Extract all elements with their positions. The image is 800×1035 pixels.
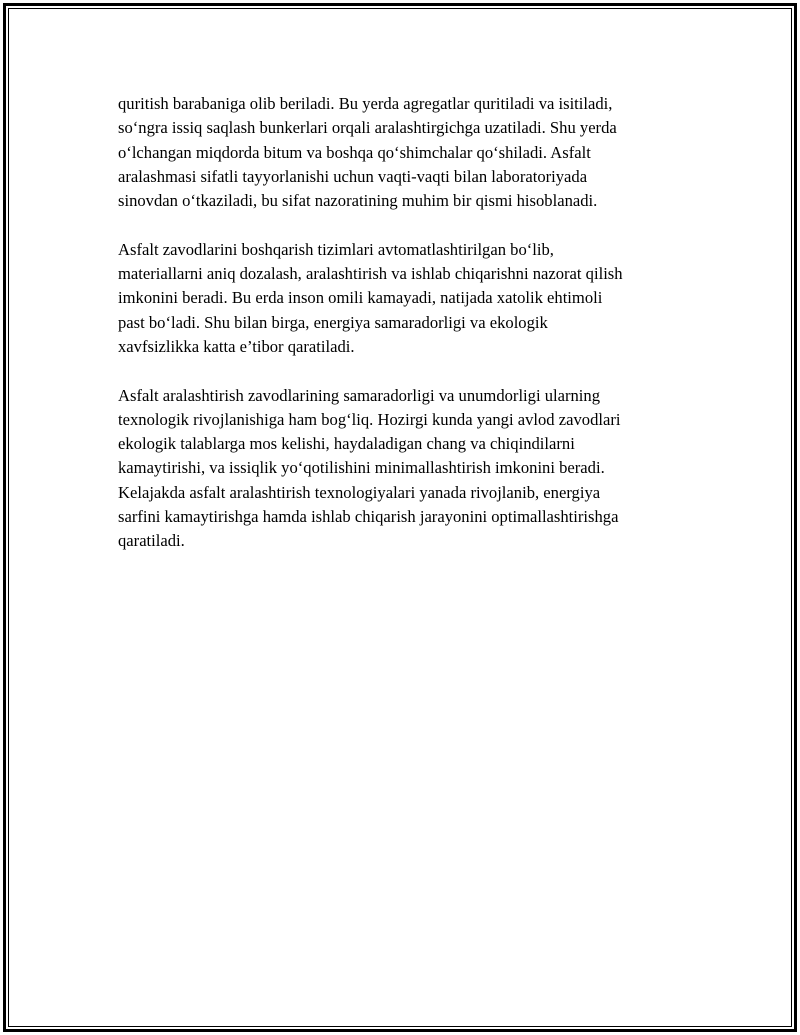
text-line: so‘ngra issiq saqlash bunkerlari orqali aralashtirgichga uzatiladi. Shu yerda	[118, 118, 617, 138]
text-line: sarfini kamaytirishga hamda ishlab chiqarish jarayonini optimallashtirishga	[118, 507, 619, 527]
text-line: qaratiladi.	[118, 531, 185, 551]
text-line: xavfsizlikka katta e’tibor qaratiladi.	[118, 336, 355, 356]
text-line: aralashmasi sifatli tayyorlanishi uchun vaqti-vaqti bilan laboratoriyada	[118, 166, 588, 186]
text-line: Kelajakda asfalt aralashtirish texnologiyalari yanada rivojlanib, energiya	[118, 482, 601, 502]
text-line: Asfalt zavodlarini boshqarish tizimlari avtomatlashtirilgan bo‘lib,	[118, 239, 554, 259]
text-line: o‘lchangan miqdorda bitum va boshqa qo‘shimchalar qo‘shiladi. Asfalt	[118, 142, 591, 162]
paragraph-1	[118, 92, 684, 213]
text-line: materiallarni aniq dozalash, aralashtirish va ishlab chiqarishni nazorat qilish	[118, 264, 623, 284]
text-line: texnologik rivojlanishiga ham bog‘liq. Hozirgi kunda yangi avlod zavodlari	[118, 409, 621, 429]
text-line: Asfalt aralashtirish zavodlarining samaradorligi va unumdorligi ularning	[118, 385, 601, 405]
text-line: ekologik talablarga mos kelishi, haydaladigan chang va chiqindilarni	[118, 434, 575, 454]
text-line: sinovdan o‘tkaziladi, bu sifat nazoratining muhim bir qismi hisoblanadi.	[118, 191, 598, 211]
document-body	[118, 92, 684, 578]
text-line: kamaytirishi, va issiqlik yo‘qotilishini minimallashtirish imkonini beradi.	[118, 458, 605, 478]
text-line: past bo‘ladi. Shu bilan birga, energiya samaradorligi va ekologik	[118, 312, 548, 332]
paragraph-3	[118, 384, 684, 554]
text-line: imkonini beradi. Bu erda inson omili kamayadi, natijada xatolik ehtimoli	[118, 288, 603, 308]
text-line: quritish barabaniga olib beriladi. Bu yerda agregatlar quritiladi va isitiladi,	[118, 94, 613, 113]
paragraph-2	[118, 238, 684, 359]
